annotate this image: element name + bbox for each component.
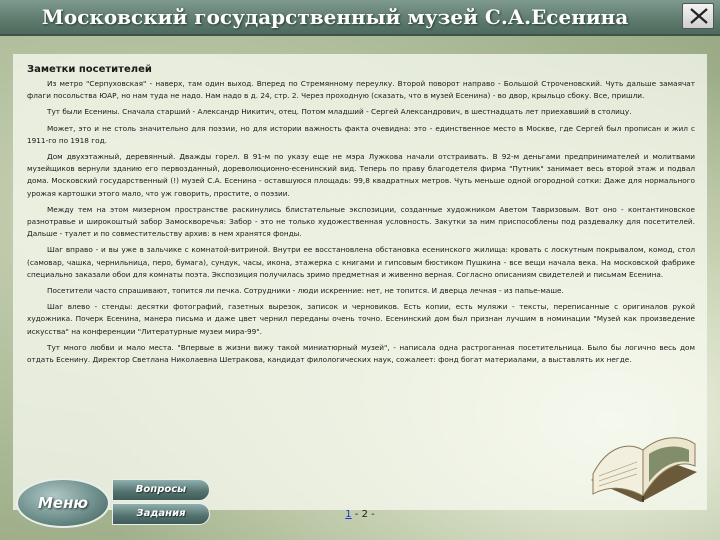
menu-button[interactable] xyxy=(16,478,110,528)
menu-label: Меню xyxy=(37,494,89,512)
article-paragraph: Посетители часто спрашивают, топится ли печка. Сотрудники - люди искренние: нет, не топится. И дверца лечная - из папье-маше. xyxy=(47,286,564,296)
article-paragraph: Шаг вправо - и вы уже в зальчике с комнатой-витриной. Внутри ее восстановлена обстановка есенинского жилища: кровать с лоскутным покрывалом, комод, стол (самовар, чашка, чернильница, перо, бумага), сундук, часы, икона, этажерка с книгами и гипсовым бюстиком Пушкина - все вещи начала века. На московской фабрике специально заказали обои для комнаты поэта. Экспозиция получилась зримо предметная и живенно верная. Согласно описаниям свидетелей и письмам Есенина. xyxy=(27,245,695,279)
title-bar xyxy=(0,0,720,36)
article-paragraph: Из метро "Серпуховская" - наверх, там один выход. Вперед по Стремянному переулку. Второй поворот направо - Большой Строченовский. Чуть дальше замаячат флаги посольства ЮАР, но нам туда не надо. Нам надо в д. 24, стр. 2. Через проходную (сказать, что в музей Есенина) - во двор, крыльцо сбоку. Все, пришли. xyxy=(27,79,695,101)
tasks-button[interactable]: Задания xyxy=(112,503,210,525)
article-paragraph: Шаг влево - стенды: десятки фотографий, газетных вырезок, записок и черновиков. Есть копии, есть муляжи - тексты, переписанные с оригиналов рукой художника. Почерк Есенина, манера письма и даже цвет чернил переданы очень точно. Есенинский дом был признан лучшим в номинации "Музей как произведение искусства" на конференции "Литературные музеи мира-99". xyxy=(27,302,695,336)
open-book-icon xyxy=(585,410,703,508)
article-paragraph: Может, это и не столь значительно для поэзии, но для истории важность факта очевидна: это - единственное место в Москве, где Сергей был прописан и жил с 1911-го по 1918 год. xyxy=(27,123,695,145)
close-x-icon xyxy=(689,7,709,25)
article-paragraph: Тут много любви и мало места. "Впервые в жизни вижу такой миниатюрный музей", - написала одна растроганная посетительница. Было бы логично весь дом отдать Есенину. Директор Светлана Николаевна Шетракова, кандидат филологических наук, сожалеет: фонд богат материалами, а выставлять их негде. xyxy=(27,342,695,365)
article-paragraph: Тут были Есенины. Сначала старший - Александр Никитич, отец. Потом младший - Сергей Александрович, в шестнадцать лет приехавший в столицу. xyxy=(47,107,632,117)
close-button[interactable] xyxy=(682,3,714,29)
article-paragraph: Дом двухэтажный, деревянный. Дважды горел. В 91-м по указу еще не мэра Лужкова начали отстраивать. В 92-м деньгами предпринимателей и молитвами музейщиков вернули зданию его первозданный, дореволюционно-есенинский вид. Теперь по праву благодетеля фирма "Путник" занимает весь второй этаж и подвал дома. Московский государственный (!) музей С.А. Есенина - оставшуюся площадь: 99,8 квадратных метров. Чуть меньше одной огородной сотки: Даже для нормального урожая картошки этого мало, что уж говорить, простите, о поэзии. xyxy=(27,152,695,198)
page-number: - 2 - xyxy=(351,509,375,520)
article-paragraph: Между тем на этом мизерном пространстве раскинулись блистательные экспозиции, созданные художником Аветом Тавризовым. Вот оно - контантиновское разнотравье и широкоштый забор Замоскворечья: Забор - это не только художественная условность. Закутки за ним приспособлены под раздевалку для посетителей. Дальше - туалет и по совместительству архив: в нем хранятся фонды. xyxy=(27,204,695,239)
questions-button[interactable]: Вопросы xyxy=(112,479,210,501)
navigation-menu xyxy=(16,476,226,530)
window-title: Московский государственный музей С.А.Есенина xyxy=(41,5,629,29)
page-link[interactable]: 1 xyxy=(345,509,352,520)
page-indicator xyxy=(300,509,420,520)
article-heading: Заметки посетителей xyxy=(27,64,152,75)
